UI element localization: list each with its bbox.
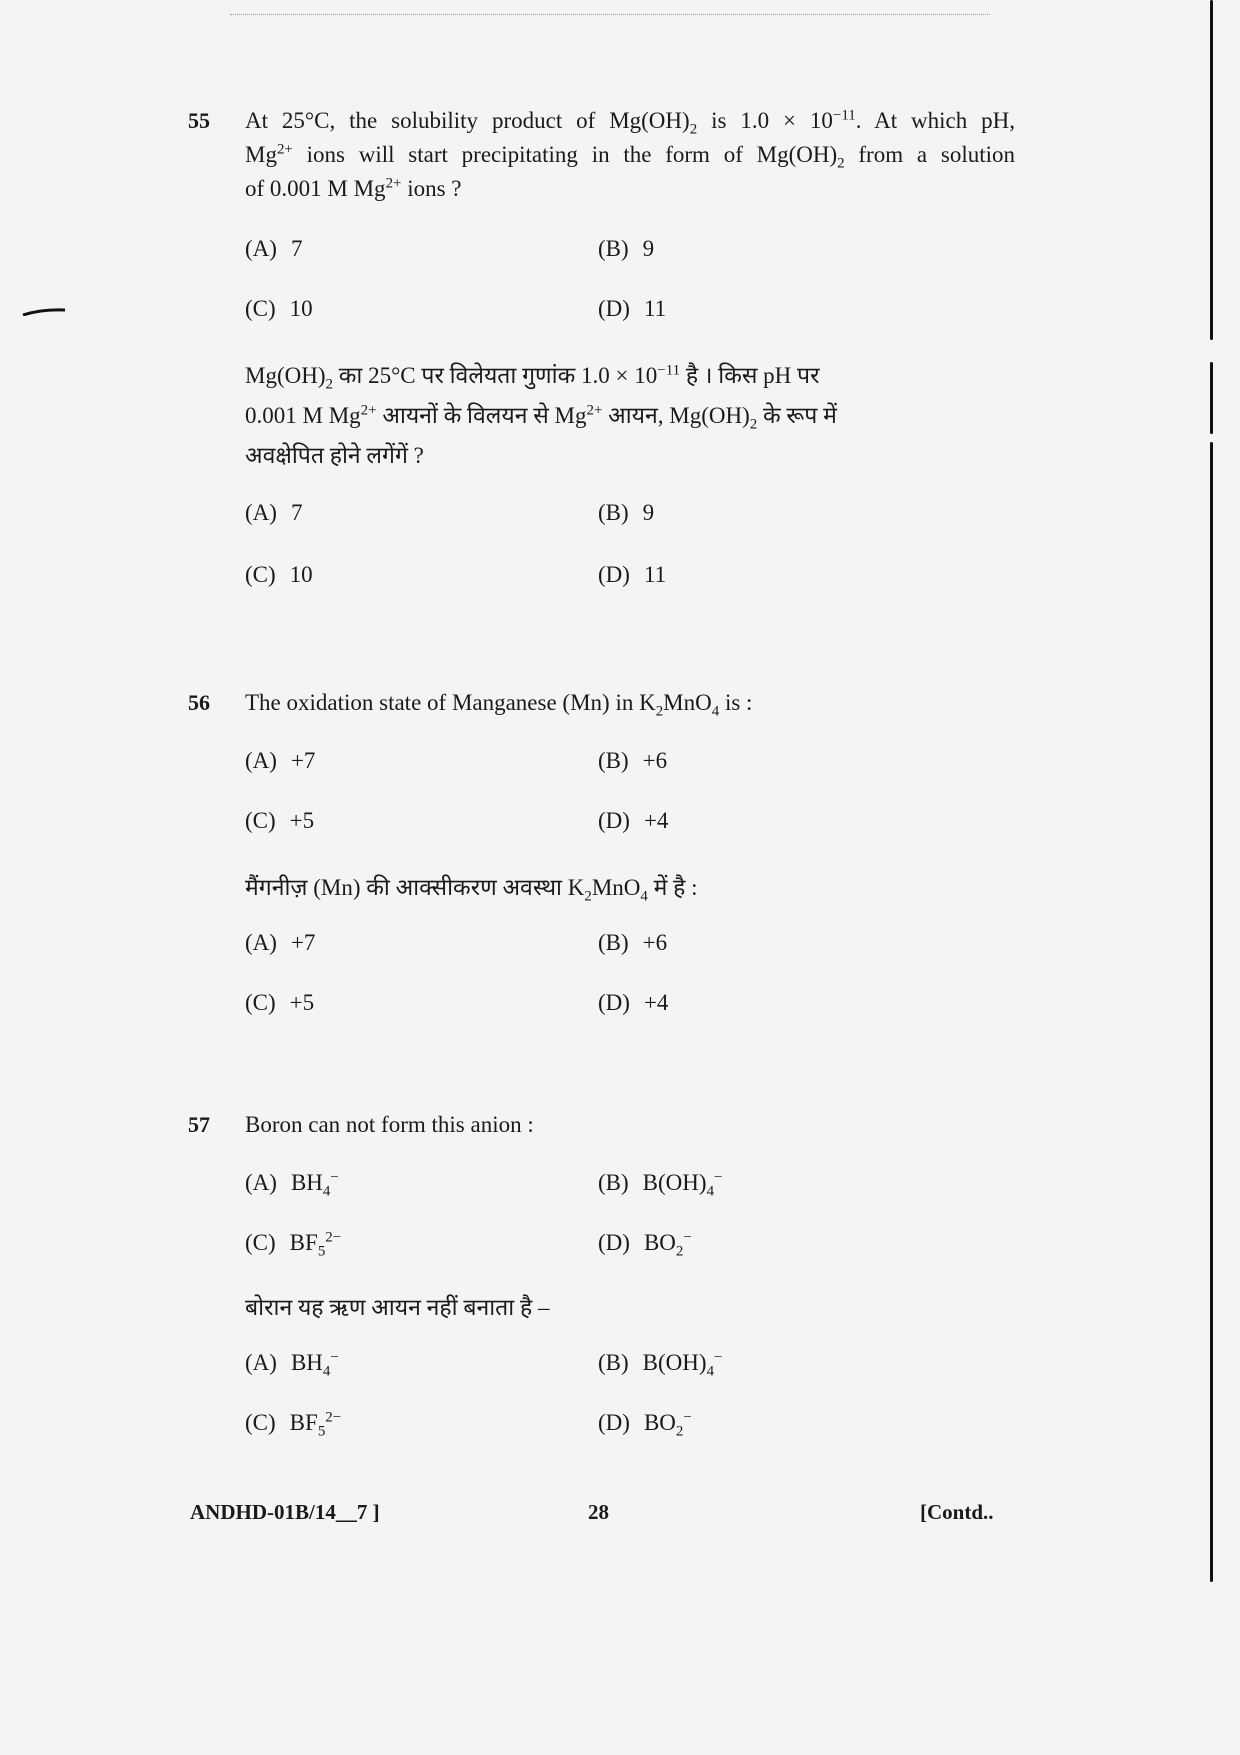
q57-english-text: Boron can not form this anion : [245,1112,534,1137]
question-number: 55 [188,108,210,133]
q56-hindi-option-d: (D) +4 [598,990,669,1015]
margin-line-upper [1210,0,1213,340]
q56-option-d: (D) +4 [598,808,669,833]
q57-hindi-option-d: (D) $BO_2^-$ [598,1409,692,1440]
q55-hindi-line-2: 0.001 M $Mg^{2+}$ आयनों के विलयन से $Mg^{2+}$ आयन, $Mg(OH)_2$ के रूप में [245,402,837,433]
q55-option-b: (B) 9 [598,236,655,261]
q56-option-b: (B) +6 [598,748,668,773]
q55-english-line-3: of 0.001 M $Mg^{2+}$ ions ? [245,175,462,201]
q55-hindi-option-b: (B) 9 [598,500,655,525]
q55-english-line-2: $Mg^{2+}$ ions will start precipitating in the form of $Mg(OH)_2$ from a solution [245,141,1015,172]
q57-hindi-option-c: (C) $BF_5^{2-}$ [245,1409,342,1440]
margin-line-mid [1210,362,1213,434]
continued-note: [Contd.. [920,1500,994,1524]
q55-hindi-option-a: (A) 7 [245,500,303,525]
q57-option-a: (A) $BH_4^-$ [245,1169,339,1200]
q56-english-text: The oxidation state of Manganese (Mn) in $K_2MnO_4$ is : [245,690,753,720]
margin-line-lower [1210,442,1213,1582]
q55-english-line-1: At 25°C, the solubility product of $Mg(OH)_2$ is $1.0 \times 10^{-11}$. At which pH, [245,107,1015,138]
q57-hindi-text: बोरान यह ऋण आयन नहीं बनाता है – [245,1295,550,1320]
page-number: 28 [588,1500,609,1524]
q55-hindi-line-1: $Mg(OH)_2$ का 25°C पर विलेयता गुणांक $1.0 \times 10^{-11}$ है । किस pH पर [245,362,820,393]
top-rule [230,14,990,15]
q55-option-c: (C) 10 [245,296,313,321]
paper-code: ANDHD-01B/14__7 ] [190,1500,380,1524]
q55-hindi-option-c: (C) 10 [245,562,313,587]
q57-option-b: (B) $B(OH)_4^-$ [598,1169,723,1200]
q56-hindi-option-c: (C) +5 [245,990,315,1015]
question-number: 57 [188,1112,210,1137]
q56-option-a: (A) +7 [245,748,316,773]
q55-option-d: (D) 11 [598,296,667,321]
q57-hindi-option-a: (A) $BH_4^-$ [245,1349,339,1380]
q56-option-c: (C) +5 [245,808,315,833]
q57-option-c: (C) $BF_5^{2-}$ [245,1229,342,1260]
pen-mark [22,308,66,316]
q55-hindi-line-3: अवक्षेपित होने लगेंगें ? [245,443,424,468]
q56-hindi-option-a: (A) +7 [245,930,316,955]
question-number: 56 [188,690,210,715]
q55-option-a: (A) 7 [245,236,303,261]
q55-hindi-option-d: (D) 11 [598,562,667,587]
q56-hindi-text: मैंगनीज़ (Mn) की आक्सीकरण अवस्था $K_2MnO_4$ में है : [245,875,698,905]
q57-hindi-option-b: (B) $B(OH)_4^-$ [598,1349,723,1380]
q57-option-d: (D) $BO_2^-$ [598,1229,692,1260]
q56-hindi-option-b: (B) +6 [598,930,668,955]
